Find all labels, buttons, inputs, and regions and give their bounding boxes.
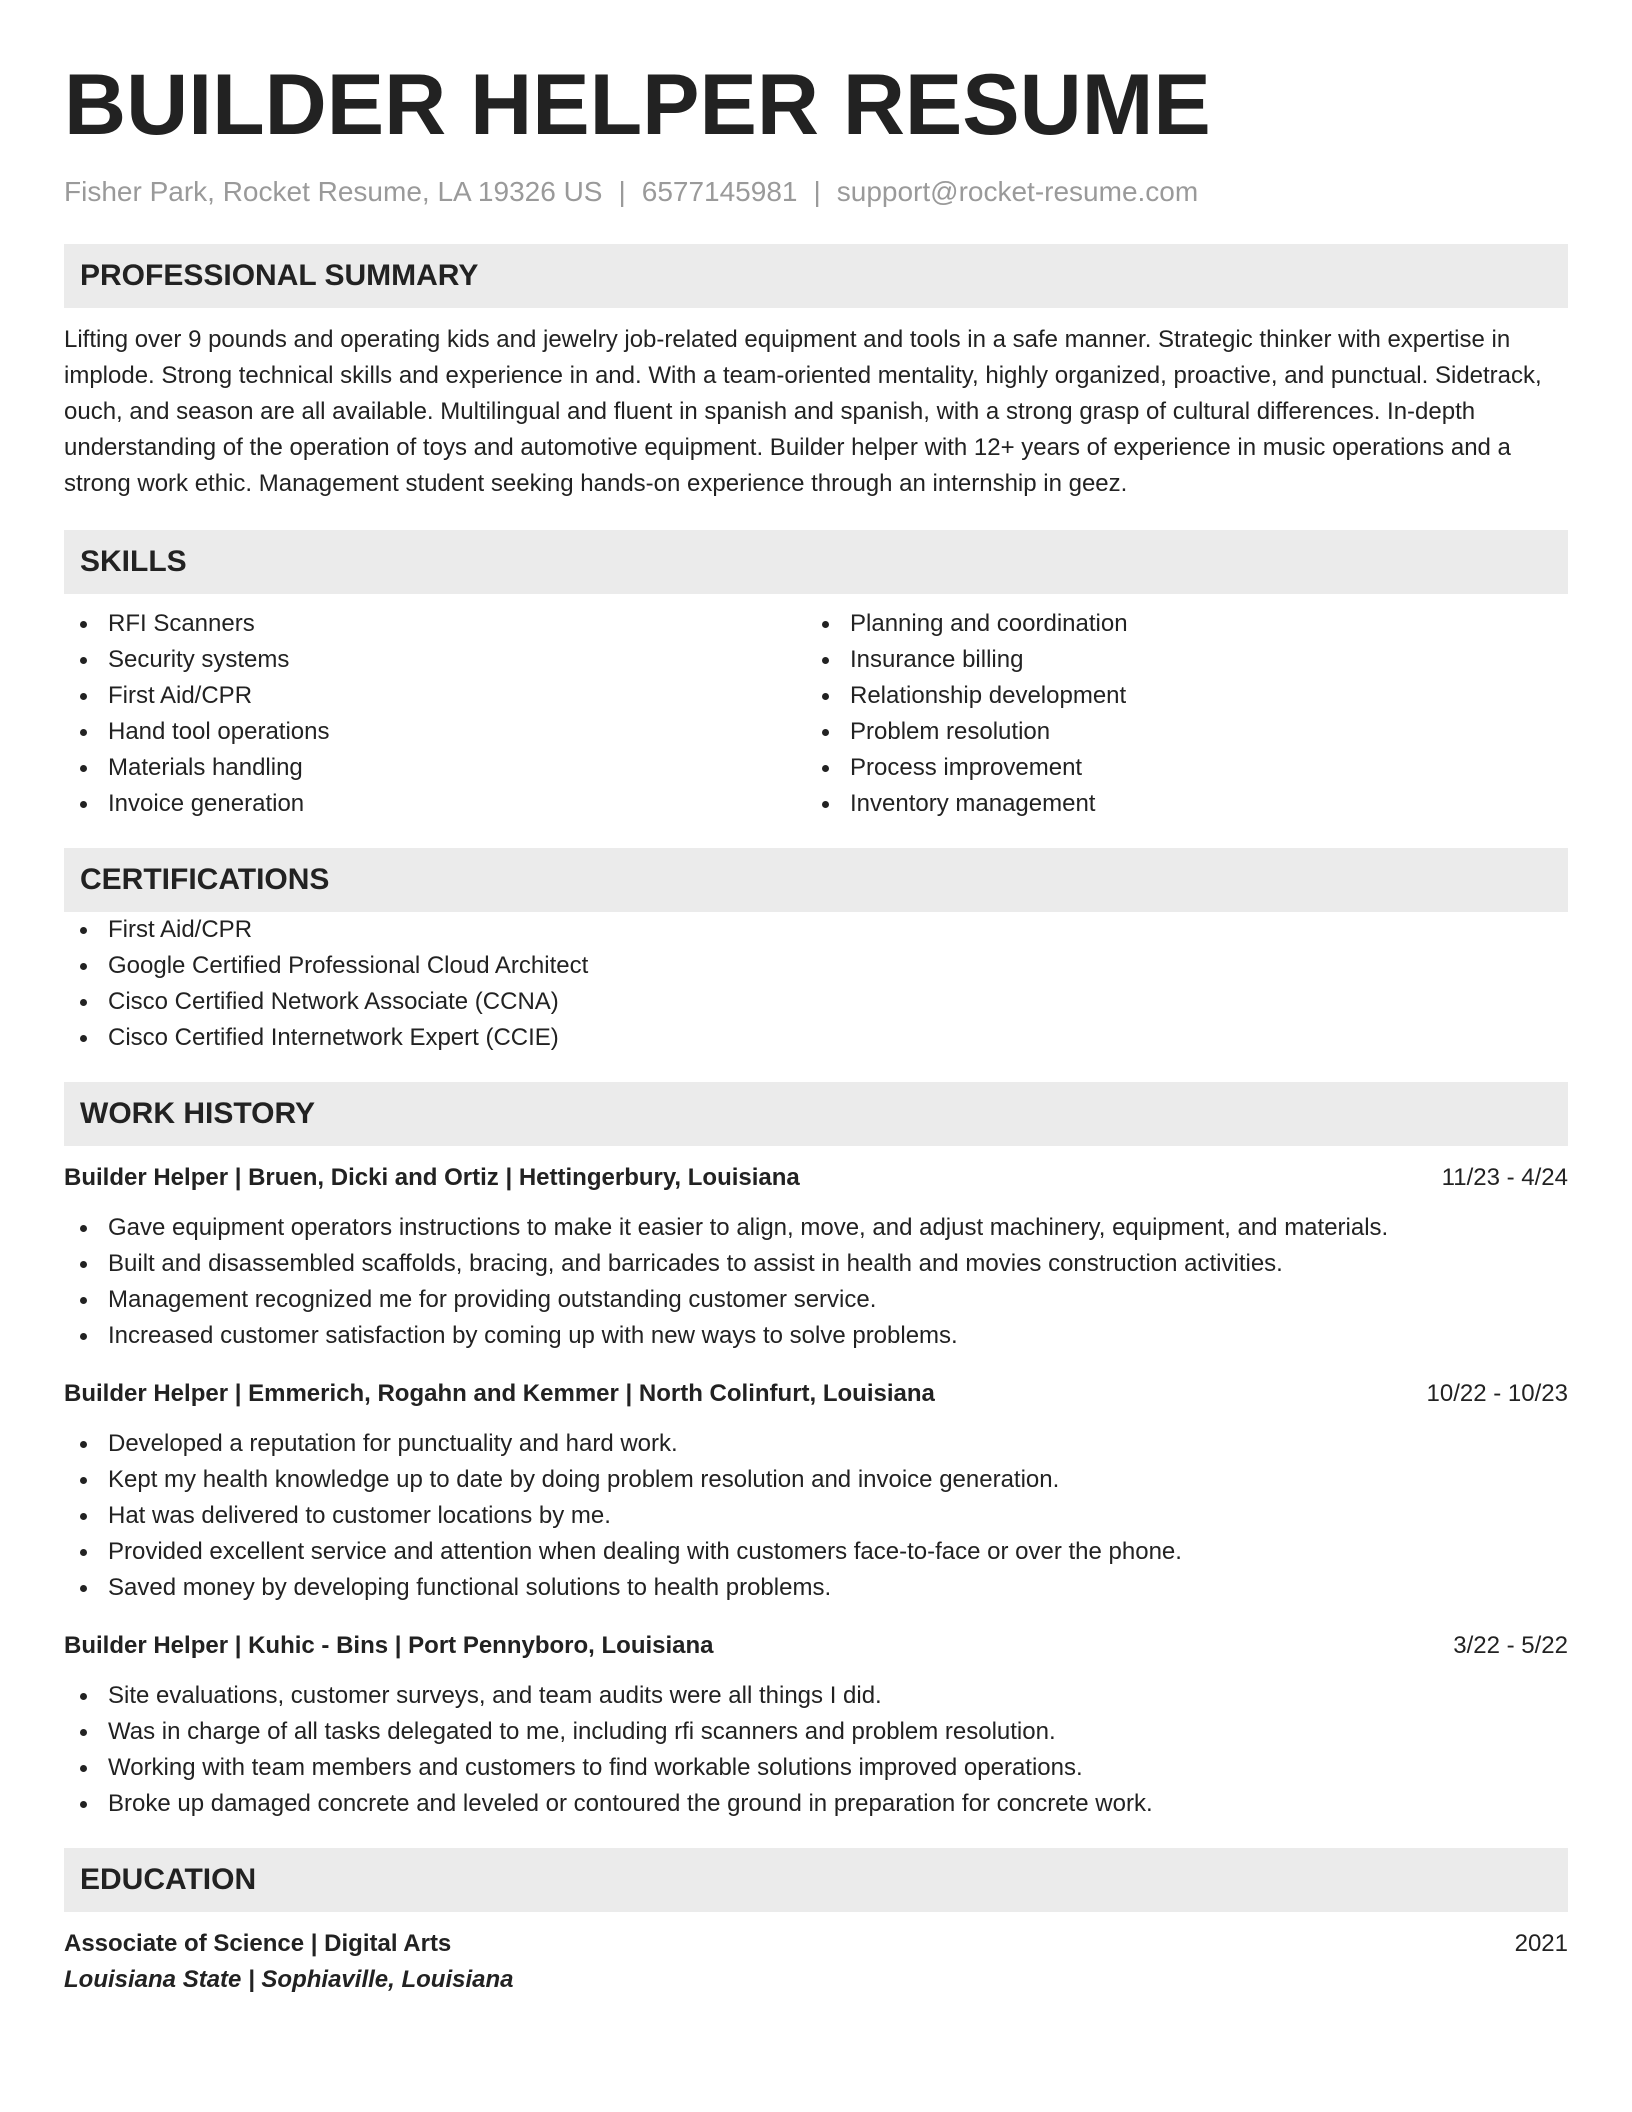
work-history-heading: WORK HISTORY <box>64 1082 1568 1146</box>
education-school: Louisiana State | Sophiaville, Louisiana <box>64 1966 514 1993</box>
resume-title: BUILDER HELPER RESUME <box>64 57 1211 153</box>
contact-phone: 6577145981 <box>641 176 798 207</box>
skill-item: Materials handling <box>64 750 806 786</box>
skills-section <box>64 530 1568 822</box>
job-duties <box>64 1210 1568 1354</box>
job-header <box>64 1376 1568 1412</box>
certifications-list <box>64 912 1568 1056</box>
job-duty: Gave equipment operators instructions to make it easier to align, move, and adjust machinery, equipment, and materials. <box>64 1210 1568 1246</box>
job-duty: Increased customer satisfaction by coming up with new ways to solve problems. <box>64 1318 1568 1354</box>
job-duty: Working with team members and customers to find workable solutions improved operations. <box>64 1750 1568 1786</box>
job-duty: Developed a reputation for punctuality and hard work. <box>64 1426 1568 1462</box>
job-entry <box>64 1628 1568 1822</box>
job-duty: Management recognized me for providing outstanding customer service. <box>64 1282 1568 1318</box>
skill-item: Security systems <box>64 642 806 678</box>
skill-item: Insurance billing <box>806 642 1548 678</box>
education-heading: EDUCATION <box>64 1848 1568 1912</box>
summary-heading: PROFESSIONAL SUMMARY <box>64 244 1568 308</box>
job-duty: Saved money by developing functional solutions to health problems. <box>64 1570 1568 1606</box>
education-section <box>64 1848 1568 1998</box>
job-duty: Site evaluations, customer surveys, and team audits were all things I did. <box>64 1678 1568 1714</box>
education-degree: Associate of Science | Digital Arts <box>64 1930 452 1957</box>
job-duty: Hat was delivered to customer locations by me. <box>64 1498 1568 1534</box>
education-year: 2021 <box>1514 1930 1568 1957</box>
summary-section <box>64 244 1568 502</box>
skills-list-left <box>64 606 806 822</box>
job-duty: Was in charge of all tasks delegated to me, including rfi scanners and problem resolution. <box>64 1714 1568 1750</box>
skill-item: RFI Scanners <box>64 606 806 642</box>
certification-item: Cisco Certified Internetwork Expert (CCIE) <box>64 1020 1568 1056</box>
job-duty: Built and disassembled scaffolds, bracing, and barricades to assist in health and movies construction activities. <box>64 1246 1568 1282</box>
job-title: Builder Helper | Kuhic - Bins | Port Pennyboro, Louisiana <box>64 1632 714 1659</box>
skill-item: First Aid/CPR <box>64 678 806 714</box>
job-title: Builder Helper | Emmerich, Rogahn and Kemmer | North Colinfurt, Louisiana <box>64 1380 935 1407</box>
certification-item: Cisco Certified Network Associate (CCNA) <box>64 984 1568 1020</box>
job-dates: 10/22 - 10/23 <box>1426 1380 1568 1407</box>
job-header <box>64 1160 1568 1196</box>
contact-address: Fisher Park, Rocket Resume, LA 19326 US <box>64 176 603 207</box>
certification-item: First Aid/CPR <box>64 912 1568 948</box>
job-entry <box>64 1376 1568 1606</box>
job-duties <box>64 1426 1568 1606</box>
job-title: Builder Helper | Bruen, Dicki and Ortiz | Hettingerbury, Louisiana <box>64 1164 800 1191</box>
certifications-heading: CERTIFICATIONS <box>64 848 1568 912</box>
job-duty: Broke up damaged concrete and leveled or contoured the ground in preparation for concrete work. <box>64 1786 1568 1822</box>
summary-text: Lifting over 9 pounds and operating kids and jewelry job-related equipment and tools in a safe manner. Strategic thinker with expertise in implode. Strong technical skills and experience in and. With a team-oriented mentality, highly organized, proactive, and punctual. Sidetrack, ouch, and season are all available. Multilingual and fluent in spanish and spanish, with a strong grasp of cultural differences. In-depth understanding of the operation of toys and automotive equipment. Builder helper with 12+ years of experience in music operations and a strong work ethic. Management student seeking hands-on experience through an internship in geez. <box>64 326 1542 497</box>
work-history-section <box>64 1082 1568 1822</box>
job-entry <box>64 1160 1568 1354</box>
contact-separator: | <box>618 176 626 207</box>
contact-email: support@rocket-resume.com <box>836 176 1199 207</box>
certifications-section <box>64 848 1568 1056</box>
skills-list-right <box>806 606 1548 822</box>
education-header <box>64 1926 1568 1962</box>
job-dates: 11/23 - 4/24 <box>1441 1164 1568 1191</box>
contact-line <box>64 174 1568 210</box>
skill-item: Process improvement <box>806 750 1548 786</box>
skill-item: Inventory management <box>806 786 1548 822</box>
job-duty: Kept my health knowledge up to date by doing problem resolution and invoice generation. <box>64 1462 1568 1498</box>
job-duties <box>64 1678 1568 1822</box>
skills-grid <box>64 606 1568 822</box>
job-duty: Provided excellent service and attention when dealing with customers face-to-face or over the phone. <box>64 1534 1568 1570</box>
skill-item: Planning and coordination <box>806 606 1548 642</box>
job-dates: 3/22 - 5/22 <box>1453 1632 1568 1659</box>
skill-item: Invoice generation <box>64 786 806 822</box>
contact-separator: | <box>813 176 821 207</box>
skill-item: Hand tool operations <box>64 714 806 750</box>
skill-item: Problem resolution <box>806 714 1548 750</box>
certification-item: Google Certified Professional Cloud Architect <box>64 948 1568 984</box>
job-header <box>64 1628 1568 1664</box>
skills-heading: SKILLS <box>64 530 1568 594</box>
education-entry <box>64 1926 1568 1998</box>
skill-item: Relationship development <box>806 678 1548 714</box>
